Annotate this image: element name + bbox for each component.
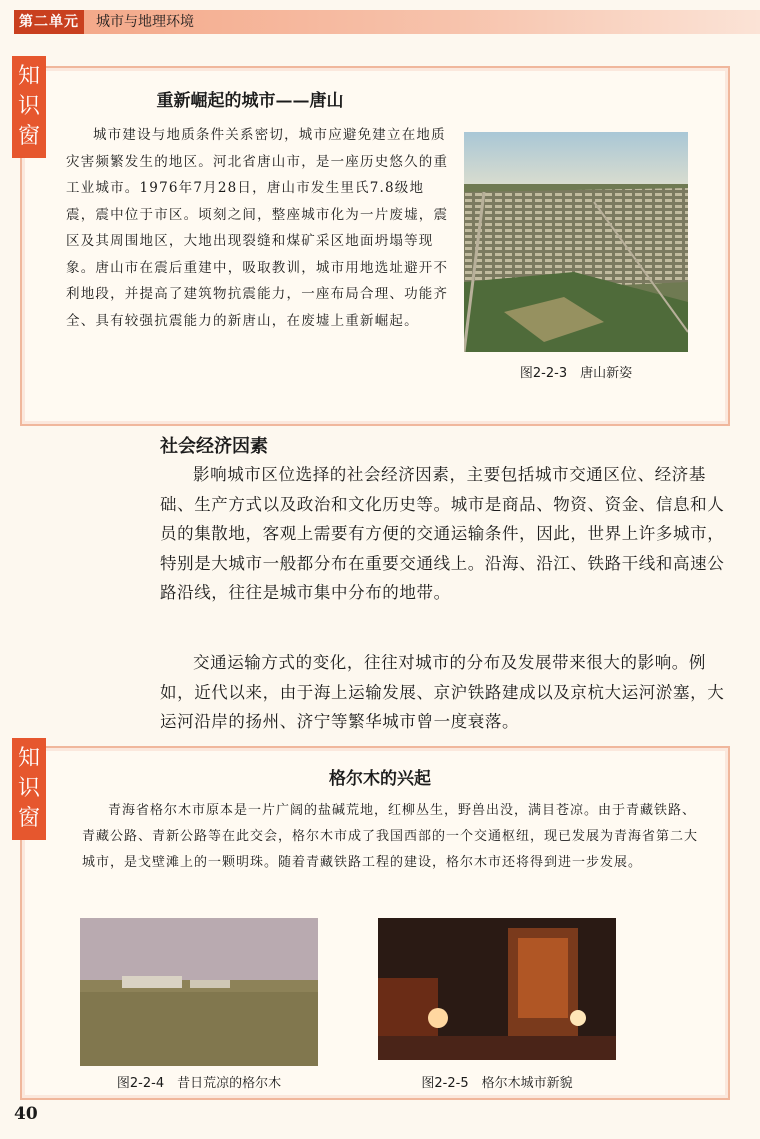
body-paragraph: 影响城市区位选择的社会经济因素，主要包括城市交通区位、经济基础、生产方式以及政治和文化历史等。城市是商品、物资、资金、信息和人员的集散地，客观上需要有方便的交通运输条件，因此，世界上许多城市，特别是大城市一般都分布在重要交通线上。沿海、沿江、铁路干线和高速公路沿线，往往是城市集中分布的地带。 — [160, 465, 725, 602]
figure-caption: 图2-2-4 昔日荒凉的格尔木 — [116, 1076, 282, 1091]
city-aerial-illustration — [464, 132, 688, 352]
body-paragraph: 交通运输方式的变化，往往对城市的分布及发展带来很大的影响。例如，近代以来，由于海上运输发展、京沪铁路建成以及京杭大运河淤塞，大运河沿岸的扬州、济宁等繁华城市曾一度衰落。 — [160, 653, 725, 731]
box-paragraph: 青海省格尔木市原本是一片广阔的盐碱荒地，红柳丛生，野兽出没，满目苍凉。由于青藏铁路、青藏公路、青新公路等在此交会，格尔木市成了我国西部的一个交通枢纽，现已发展为青海省第二大城市，是戈壁滩上的一颗明珠。随着青藏铁路工程的建设，格尔木市还将得到进一步发展。 — [82, 803, 699, 870]
photo-new-golmud — [378, 918, 616, 1060]
figure-caption: 图2-2-5 格尔木城市新貌 — [421, 1076, 573, 1091]
barren-land-illustration — [80, 918, 318, 1066]
photo-tangshan-new-look — [464, 132, 688, 352]
box-paragraph: 城市建设与地质条件关系密切，城市应避免建立在地质灾害频繁发生的地区。河北省唐山市，是一座历史悠久的重工业城市。1976年7月28日，唐山市发生里氏7.8级地震，震中位于市区。顷刻之间，整座城市化为一片废墟，震区及其周围地区，大地出现裂缝和煤矿采区地面坍塌等现象。唐山市在震后重建中，吸取教训，城市用地选址避开不利地段，并提高了建筑物抗震能力，一座布局合理、功能齐全、具有较强抗震能力的新唐山，在废墟上重新崛起。 — [66, 127, 449, 329]
photo-old-golmud — [80, 918, 318, 1066]
unit-label: 第二单元 — [14, 10, 84, 34]
knowledge-window-tag: 知识窗 — [12, 738, 46, 840]
night-city-illustration — [378, 918, 616, 1060]
page-header — [0, 0, 760, 38]
chapter-title: 城市与地理环境 — [96, 14, 194, 30]
box-title: 格尔木的兴起 — [329, 769, 431, 789]
page-number: 40 — [14, 1104, 38, 1124]
box-title: 重新崛起的城市——唐山 — [156, 91, 344, 111]
section-heading: 社会经济因素 — [160, 436, 268, 457]
figure-caption: 图2-2-3 唐山新姿 — [519, 366, 633, 381]
knowledge-window-tag: 知识窗 — [12, 56, 46, 158]
